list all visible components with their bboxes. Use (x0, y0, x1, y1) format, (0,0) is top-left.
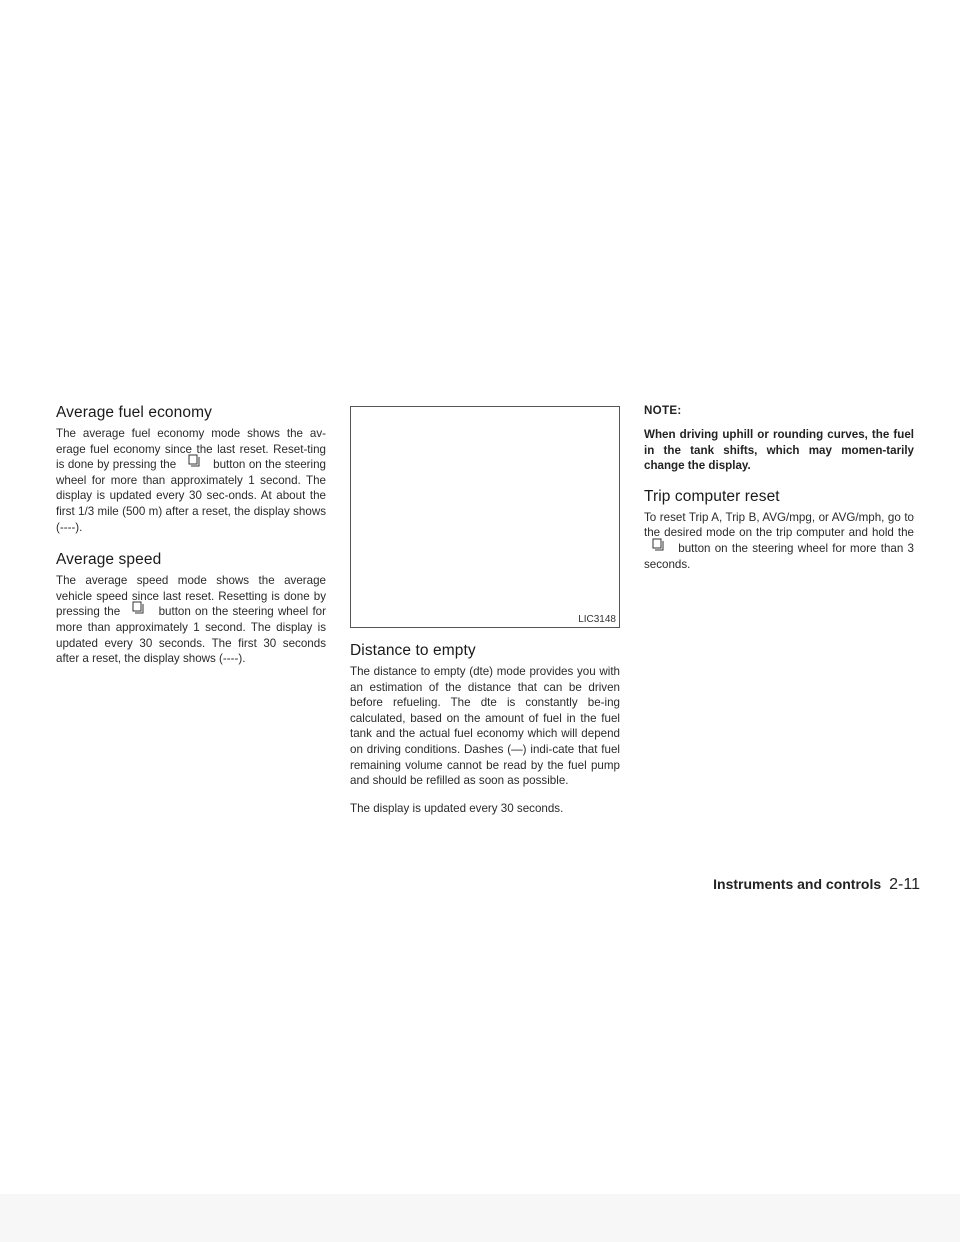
page-number: 2-11 (889, 876, 920, 893)
heading-average-fuel-economy: Average fuel economy (56, 404, 212, 421)
steering-wheel-button-icon (124, 605, 154, 616)
paragraph-average-fuel-economy (56, 426, 326, 535)
footer-section-title: Instruments and controls (713, 876, 882, 892)
bottom-band (0, 1194, 960, 1242)
text-part: button on the steering wheel for more than 3 seconds. (644, 541, 914, 571)
text-part: button on the steering wheel for more than approximately 1 second. The display is updated every 30 sec-onds. At about the first 1/3 mile (500 m) after a reset, the display shows (----). (56, 458, 326, 534)
text-part: To reset Trip A, Trip B, AVG/mpg, or AVG/mph, go to the desired mode on the trip computer and hold the (644, 510, 914, 540)
text-part: button on the steering wheel for more than approximately 1 second. The display is updated every 30 seconds. The first 30 seconds after a reset, the display shows (----). (56, 605, 326, 666)
steering-wheel-button-icon (180, 458, 210, 469)
figure-code: LIC3148 (578, 614, 616, 625)
steering-wheel-button-icon (644, 542, 674, 553)
column-left (56, 404, 326, 679)
note-body: When driving uphill or rounding curves, the fuel in the tank shifts, which may momen-tarily change the display. (644, 428, 914, 473)
heading-trip-computer-reset: Trip computer reset (644, 487, 780, 505)
figure-frame (350, 406, 620, 628)
heading-distance-to-empty: Distance to empty (350, 642, 476, 659)
page-footer (713, 876, 920, 894)
column-middle (350, 406, 620, 828)
paragraph-trip-computer-reset (644, 510, 914, 572)
column-right (644, 404, 914, 584)
paragraph-dte-1: The distance to empty (dte) mode provides you with an estimation of the distance that can be driven before refueling. The dte is constantly be-ing calculated, based on the amount of fuel in the fuel tank and the actual fuel economy which will depend on driving conditions. Dashes (—) indi-cate that fuel remaining volume cannot be read by the fuel pump and should be refilled as soon as possible. (350, 665, 620, 788)
paragraph-dte-2: The display is updated every 30 seconds. (350, 801, 564, 815)
text-part: The average fuel economy mode shows the av-erage fuel economy since the last reset. Reset-ting is done by pressing the (56, 427, 326, 472)
text-part: The average speed mode shows the average vehicle speed since last reset. Resetting is done by pressing the (56, 574, 326, 619)
heading-average-speed: Average speed (56, 551, 162, 569)
note-heading: NOTE: (644, 404, 682, 417)
paragraph-average-speed (56, 573, 326, 667)
